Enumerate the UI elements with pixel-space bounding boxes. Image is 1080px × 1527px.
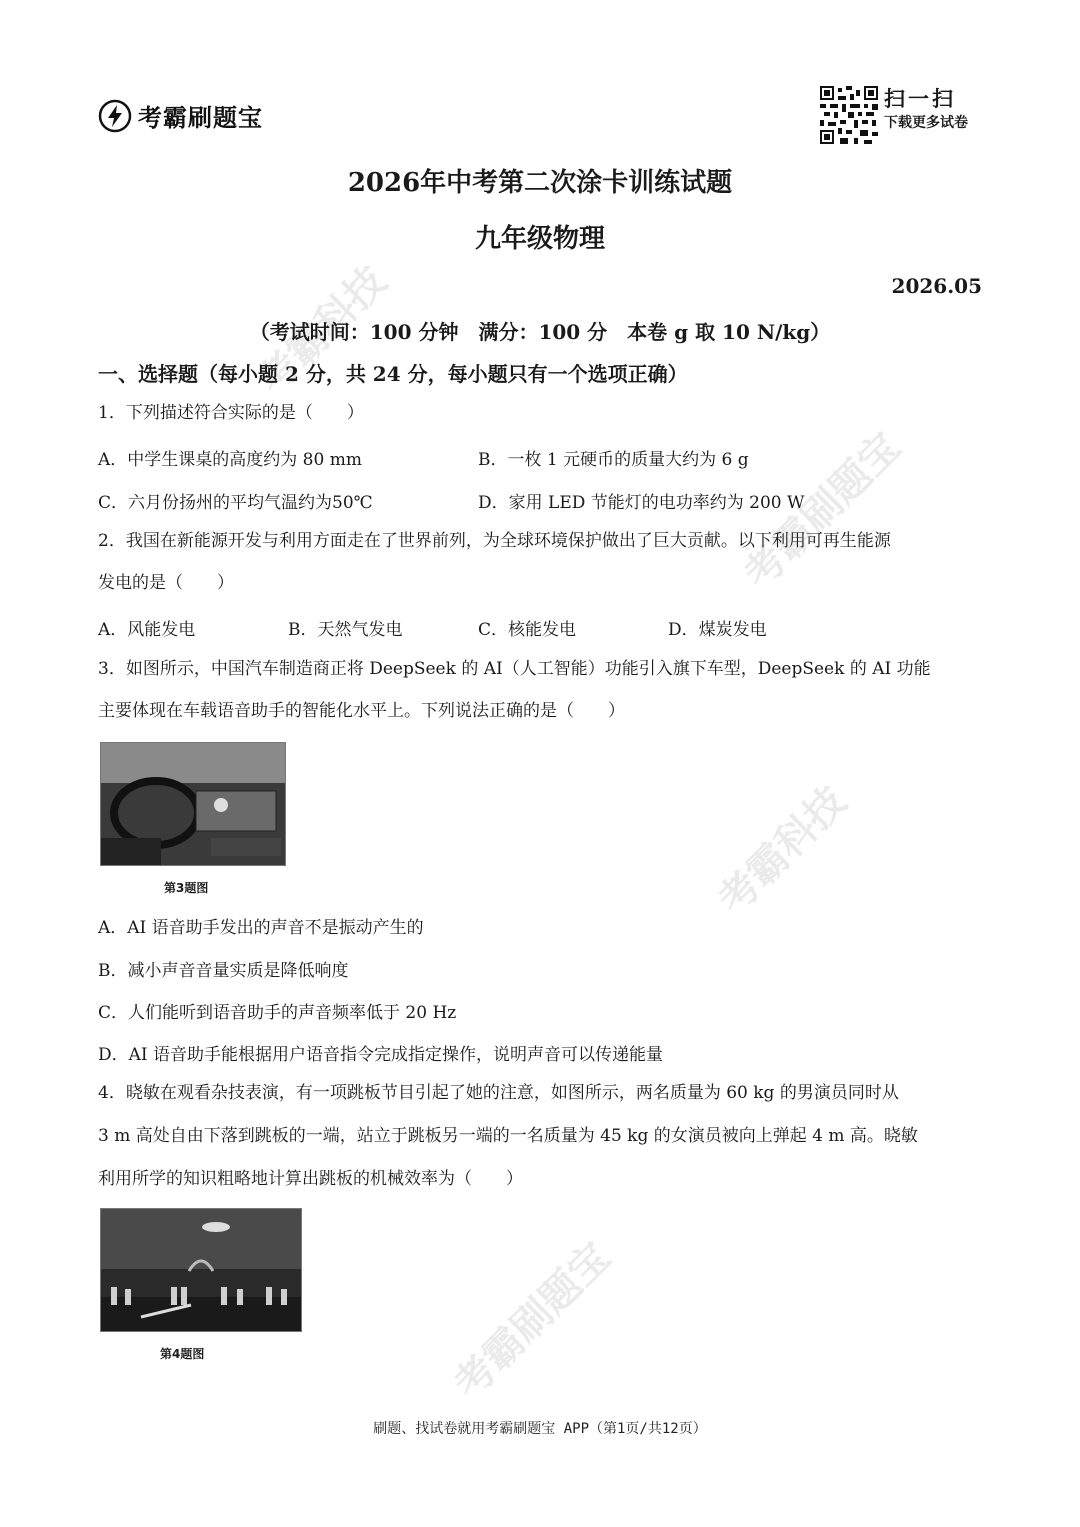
- exam-info: （考试时间：100 分钟 满分：100 分 本卷 g 取 10 N/kg）: [249, 320, 831, 344]
- question-3-option-b: B．减小声音音量实质是降低响度: [98, 961, 349, 981]
- question-1-option-a: A．中学生课桌的高度约为 80 mm: [98, 450, 362, 470]
- lightning-bolt-icon: [98, 99, 132, 133]
- scan-subtitle: 下载更多试卷: [884, 115, 968, 131]
- question-2-stem-line1: 2．我国在新能源开发与利用方面走在了世界前列，为全球环境保护做出了巨大贡献。以下利用可再生能源: [98, 531, 891, 551]
- question-3-stem-line2: 主要体现在车载语音助手的智能化水平上。下列说法正确的是（ ）: [98, 701, 625, 721]
- page-footer: 刷题、找试卷就用考霸刷题宝 APP（第1页/共12页）: [373, 1421, 707, 1437]
- question-3-option-a: A．AI 语音助手发出的声音不是振动产生的: [98, 918, 424, 938]
- question-1-option-b: B．一枚 1 元硬币的质量大约为 6 g: [478, 450, 749, 470]
- question-1-option-d: D．家用 LED 节能灯的电功率约为 200 W: [478, 493, 805, 513]
- question-2-option-c: C．核能发电: [478, 620, 577, 640]
- question-3-stem-line1: 3．如图所示，中国汽车制造商正将 DeepSeek 的 AI（人工智能）功能引入旗下车型，DeepSeek 的 AI 功能: [98, 659, 931, 679]
- question-2-option-b: B．天然气发电: [288, 620, 403, 640]
- question-2-stem-line2: 发电的是（ ）: [98, 573, 234, 593]
- brand-name: 考霸刷题宝: [138, 104, 263, 132]
- exam-title: 2026年中考第二次涂卡训练试题: [347, 168, 733, 198]
- watermark: 考霸科技: [709, 778, 856, 924]
- question-3-car-photo: [100, 742, 286, 866]
- question-4-stem-line1: 4．晓敏在观看杂技表演，有一项跳板节目引起了她的注意，如图所示，两名质量为 60 kg 的男演员同时从: [98, 1083, 899, 1103]
- question-4-figure-caption: 第4题图: [160, 1347, 205, 1361]
- qr-download-block[interactable]: [820, 86, 968, 144]
- question-1-option-c: C．六月份扬州的平均气温约为50℃: [98, 493, 373, 513]
- question-3-option-d: D．AI 语音助手能根据用户语音指令完成指定操作，说明声音可以传递能量: [98, 1045, 664, 1065]
- watermark: 考霸刷题宝: [735, 424, 910, 598]
- exam-date: 2026.05: [891, 274, 982, 298]
- section-heading: 一、选择题（每小题 2 分，共 24 分，每小题只有一个选项正确）: [98, 362, 688, 386]
- question-2-option-d: D．煤炭发电: [668, 620, 767, 640]
- watermark: 考霸科技: [249, 258, 396, 404]
- scan-text-block: [884, 86, 968, 134]
- question-2-option-a: A．风能发电: [98, 620, 196, 640]
- question-4-stem-line2: 3 m 高处自由下落到跳板的一端，站立于跳板另一端的一名质量为 45 kg 的女演员被向上弹起 4 m 高。晓敏: [98, 1126, 918, 1146]
- qr-code-icon[interactable]: [820, 86, 878, 144]
- question-4-acrobat-photo: [100, 1208, 302, 1332]
- brand-logo: [98, 98, 263, 133]
- watermark: 考霸刷题宝: [445, 1234, 620, 1408]
- question-3-figure-caption: 第3题图: [164, 881, 209, 895]
- question-3-option-c: C．人们能听到语音助手的声音频率低于 20 Hz: [98, 1003, 457, 1023]
- scan-title: 扫一扫: [884, 87, 956, 111]
- question-4-stem-line3: 利用所学的知识粗略地计算出跳板的机械效率为（ ）: [98, 1169, 523, 1189]
- exam-subject: 九年级物理: [474, 224, 605, 254]
- question-1-stem: 1．下列描述符合实际的是（ ）: [98, 403, 364, 423]
